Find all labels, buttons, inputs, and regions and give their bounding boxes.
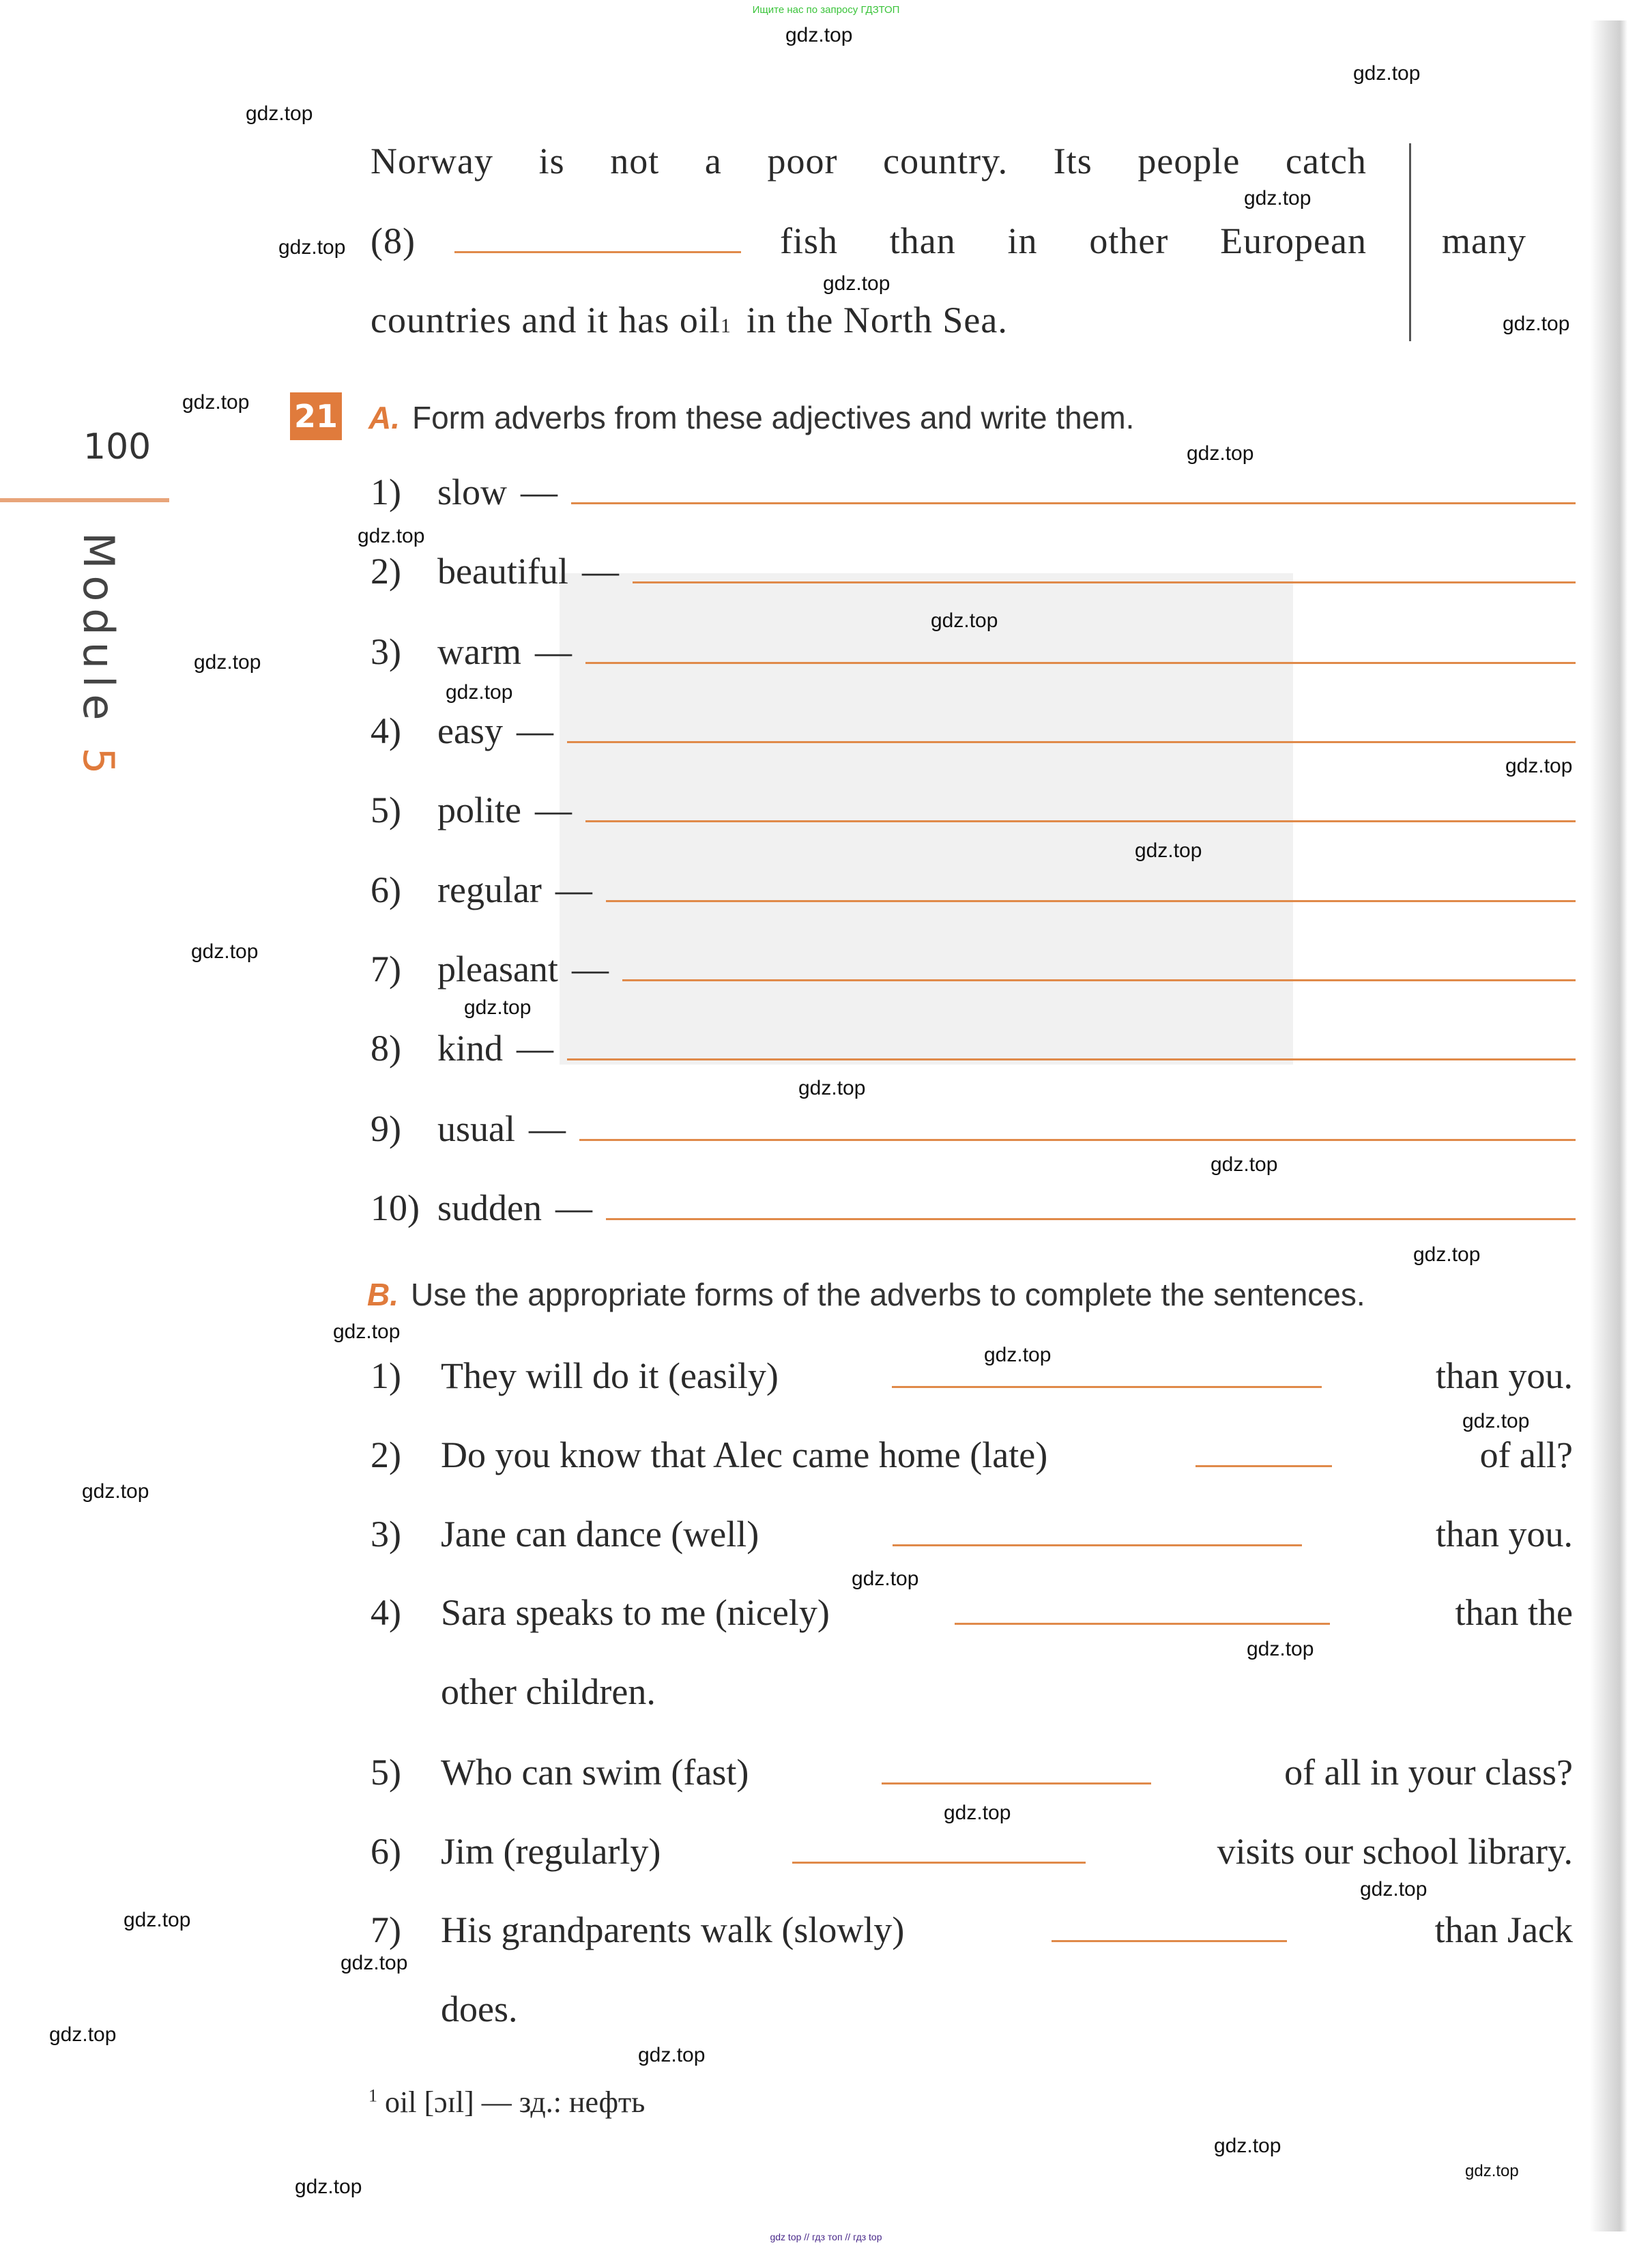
watermark: gdz.top [785,24,853,46]
sentence-text: His grandparents walk (slowly) [441,1909,905,1950]
part-a-letter: A. [368,400,400,435]
adverb-item [371,948,1576,990]
paragraph-word: country. [883,141,1009,182]
header-note: Ищите нас по запросу ГДЗТОП [752,4,900,16]
module-label [74,532,124,781]
watermark: gdz.top [931,609,998,632]
adverb-item [371,631,1576,673]
watermark: gdz.top [1247,1638,1314,1660]
answer-blank[interactable] [1195,1438,1332,1467]
watermark: gdz.top [182,391,250,414]
item-number: 10) [371,1187,420,1228]
column-divider [1409,143,1411,341]
watermark: gdz.top [194,651,261,674]
sentence [441,1591,1573,1634]
sentence-text: Who can swim (fast) [441,1752,749,1793]
dash: — [534,790,572,830]
adjective: kind [437,1028,504,1069]
part-a-instruction [368,399,1134,436]
answer-blank[interactable] [622,979,1576,981]
item-number: 3) [371,1514,401,1555]
paragraph-word: other [1089,220,1169,261]
margin-word: many [1442,220,1526,261]
watermark: gdz.top [1413,1243,1481,1266]
item-number: 7) [371,1909,401,1950]
dash: — [517,1028,554,1069]
page-number: 100 [83,427,151,467]
answer-blank[interactable] [606,900,1576,902]
watermark: gdz.top [295,2176,362,2198]
answer-blank[interactable] [792,1834,1086,1864]
sentence-tail: of all in your class? [1284,1752,1573,1793]
sentence-cont: other children. [441,1671,656,1712]
dash: — [529,1108,566,1149]
adverb-item [371,1108,1576,1150]
sentence-item [371,1830,1573,1873]
watermark: gdz.top [852,1567,919,1590]
item-number: 6) [371,1831,401,1872]
adjective: beautiful [437,551,568,592]
gap-number: (8) [371,220,416,261]
module-number: 5 [74,747,124,781]
adverb-item [371,1187,1576,1229]
watermark: gdz.top [340,1952,408,1974]
part-b-instruction [367,1276,1365,1313]
watermark: gdz.top [1244,187,1312,209]
watermark: gdz.top [278,236,346,259]
item-number: 1) [371,1355,401,1396]
dash: — [516,710,553,751]
answer-blank[interactable] [571,502,1576,504]
watermark: gdz.top [638,2044,706,2066]
answer-blank[interactable] [579,1139,1576,1141]
watermark: gdz.top [1214,2135,1281,2157]
sentence [441,1830,1573,1873]
item-number: 4) [371,710,401,751]
item-number: 2) [371,1434,401,1475]
watermark: gdz.top [1211,1153,1278,1176]
sentence-text: Jane can dance (well) [441,1514,759,1555]
part-b-letter: B. [367,1277,398,1312]
answer-blank[interactable] [567,741,1576,743]
adjective: sudden [437,1187,542,1228]
paragraph-word: a [704,141,722,182]
adverb-item [371,471,1576,513]
adverb-item [371,869,1576,911]
adjective: slow [437,472,508,512]
sentence-tail: than you. [1436,1355,1573,1396]
footer-note: gdz top // гдз топ // гдз top [770,2231,882,2242]
answer-blank[interactable] [892,1359,1322,1388]
item-number: 1) [371,472,401,512]
module-text: Module [74,532,124,727]
adverb-item [371,1027,1576,1069]
watermark: gdz.top [944,1802,1011,1824]
watermark: gdz.top [191,940,259,963]
adjective: usual [437,1108,515,1149]
sentence-item [371,1751,1573,1793]
item-number: 9) [371,1108,401,1149]
paragraph-word: is [538,141,565,182]
answer-blank-8[interactable] [454,224,741,253]
footnote [368,2085,645,2120]
dash: — [571,949,609,989]
paragraph-line-1 [371,140,1367,182]
watermark: gdz.top [358,525,425,547]
adverb-item [371,789,1576,831]
watermark: gdz.top [82,1480,149,1503]
adjective: easy [437,710,503,751]
adverb-item [371,550,1576,592]
line3-text: countries and it has oil [371,300,721,341]
dash: — [555,869,592,910]
paragraph-word: in [1007,220,1038,261]
answer-blank[interactable] [585,662,1576,664]
sentence [441,1751,1573,1793]
dash: — [581,551,619,592]
item-number: 2) [371,551,401,592]
watermark: gdz.top [1465,2162,1519,2180]
sentence-tail: visits our school library. [1217,1831,1573,1872]
dash: — [534,631,572,672]
sentence [441,1434,1573,1476]
sentence-tail: than you. [1436,1514,1573,1555]
sentence-tail: than Jack [1434,1909,1573,1950]
watermark: gdz.top [1462,1410,1530,1432]
adjective: polite [437,790,521,830]
sentence [441,1513,1573,1555]
answer-blank[interactable] [567,1058,1576,1060]
sentence-continuation [441,1671,656,1713]
sentence-item [371,1591,1573,1634]
watermark: gdz.top [1353,62,1421,85]
sentence-text: They will do it (easily) [441,1355,779,1396]
watermark: gdz.top [1360,1878,1428,1901]
sentence-tail: of all? [1479,1434,1573,1475]
adjective: pleasant [437,949,558,989]
watermark: gdz.top [464,996,532,1019]
watermark: gdz.top [49,2023,117,2046]
paragraph-word: catch [1285,141,1367,182]
line2-words [780,220,1367,262]
paragraph-word: people [1137,141,1241,182]
item-number: 3) [371,631,401,672]
sentence-continuation [441,1988,517,2030]
paragraph-line-2 [371,220,1367,262]
page-number-rule [0,498,169,502]
part-b-text: Use the appropriate forms of the adverbs to complete the sentences. [411,1277,1365,1312]
sentence [441,1909,1573,1951]
paragraph-word: fish [780,220,838,261]
item-number: 5) [371,790,401,830]
answer-blank[interactable] [633,581,1576,583]
paragraph-word: than [889,220,956,261]
item-number: 8) [371,1028,401,1069]
watermark: gdz.top [798,1077,866,1099]
item-number: 7) [371,949,401,989]
answer-blank[interactable] [585,820,1576,822]
sentence-text: Jim (regularly) [441,1831,661,1872]
watermark: gdz.top [1505,755,1573,777]
adjective: regular [437,869,542,910]
item-number: 6) [371,869,401,910]
sentence-item [371,1355,1573,1397]
watermark: gdz.top [124,1909,191,1931]
paragraph-word: Norway [371,141,493,182]
dash: — [521,472,558,512]
item-number: 5) [371,1752,401,1793]
answer-blank[interactable] [606,1218,1576,1220]
watermark: gdz.top [1135,839,1202,862]
paragraph-word: European [1220,220,1367,261]
item-number: 4) [371,1592,401,1633]
sentence-text: Sara speaks to me (nicely) [441,1592,830,1633]
sentence-tail: than the [1455,1592,1573,1633]
answer-blank[interactable] [955,1595,1330,1625]
sentence-item [371,1434,1573,1476]
adverb-item [371,710,1576,752]
watermark: gdz.top [984,1344,1052,1366]
line3-end: in the North Sea. [746,300,1008,341]
watermark: gdz.top [446,681,513,704]
watermark: gdz.top [823,272,890,295]
watermark: gdz.top [333,1320,401,1343]
adjective: warm [437,631,521,672]
part-a-text: Form adverbs from these adjectives and write them. [412,400,1135,435]
footnote-text: oil [ɔɪl] — зд.: нефть [385,2085,646,2119]
footnote-mark: 1 [368,2085,377,2106]
sentence-item [371,1909,1573,1951]
paragraph-word: not [610,141,660,182]
answer-blank[interactable] [882,1755,1151,1785]
paragraph-word: poor [767,141,838,182]
sentence-text: Do you know that Alec came home (late) [441,1434,1048,1475]
answer-blank[interactable] [893,1517,1302,1546]
watermark: gdz.top [1503,313,1570,335]
sentence-cont: does. [441,1989,518,2029]
dash: — [555,1187,592,1228]
sentence-item [371,1513,1573,1555]
paragraph-word: Its [1053,141,1092,182]
paragraph-line-3: countries and it has oil 1 in the North Sea. [371,300,1008,341]
exercise-number: 21 [290,392,342,440]
answer-blank[interactable] [1052,1913,1287,1942]
page-edge-shadow [1590,20,1627,2231]
watermark: gdz.top [1187,442,1254,465]
watermark: gdz.top [246,102,313,125]
